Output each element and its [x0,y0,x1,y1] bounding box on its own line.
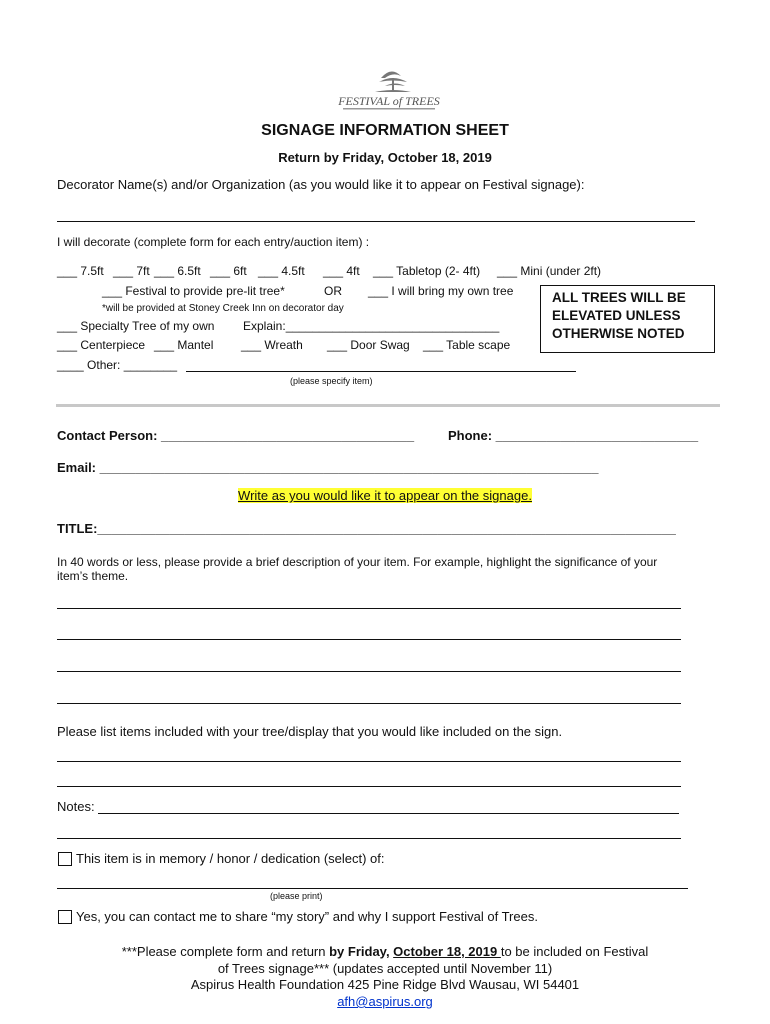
email-field[interactable]: Email: _____________________________________________________________________ [57,460,599,475]
option-door-swag[interactable]: ___ Door Swag [327,338,410,352]
festival-of-trees-logo [335,64,443,112]
other-item-line[interactable] [186,371,576,372]
description-line-1[interactable] [57,608,681,609]
footer-address: Aspirus Health Foundation 425 Pine Ridge Blvd Wausau, WI 54401 [190,977,580,992]
option-table-scape[interactable]: ___ Table scape [423,338,511,352]
description-prompt-1: In 40 words or less, please provide a brief description of your item. For example, highlight the significance of your [57,555,658,569]
footer-line-2: of Trees signage*** (updates accepted until November 11) [217,961,553,976]
explain-field[interactable]: Explain:________________________________ [243,319,500,333]
decorator-name-line[interactable] [57,221,695,222]
title-field[interactable]: TITLE:________________________________________________________________________________ [57,521,676,536]
footer-part-4: to be included on Festival [500,944,649,959]
signage-instruction-wrap [0,488,770,503]
option-prelit-tree[interactable]: ___ Festival to provide pre-lit tree* [102,284,285,298]
notes-label: Notes: [57,799,95,814]
option-own-tree[interactable]: ___ I will bring my own tree [368,284,514,298]
please-print-hint: (please print) [270,891,323,901]
option-4-5ft[interactable]: ___ 4.5ft [258,264,305,278]
items-prompt: Please list items included with your tree/display that you would like included on the sign. [57,724,563,739]
notice-line-3: OTHERWISE NOTED [552,326,685,341]
description-line-2[interactable] [57,639,681,640]
option-7-5ft[interactable]: ___ 7.5ft [57,264,104,278]
option-tabletop[interactable]: ___ Tabletop (2- 4ft) [373,264,481,278]
section-divider [56,404,720,407]
option-wreath[interactable]: ___ Wreath [241,338,303,352]
memory-checkbox[interactable] [58,852,72,866]
footer-part-1: ***Please complete form and return [121,944,330,959]
or-label: OR [324,284,342,298]
story-label: Yes, you can contact me to share “my story” and why I support Festival of Trees. [76,909,538,924]
story-checkbox[interactable] [58,910,72,924]
return-deadline: Return by Friday, October 18, 2019 [278,150,492,165]
description-line-3[interactable] [57,671,681,672]
footer-email-wrap [0,994,770,1009]
option-centerpiece[interactable]: ___ Centerpiece [57,338,146,352]
memory-name-line[interactable] [57,888,688,889]
notice-line-1: ALL TREES WILL BE [552,290,686,305]
decorator-label: Decorator Name(s) and/or Organization (as you would like it to appear on Festival signage): [57,177,585,192]
signage-instruction: Write as you would like it to appear on the signage. [238,488,532,503]
option-mantel[interactable]: ___ Mantel [154,338,214,352]
logo-text: FESTIVAL of TREES [338,94,440,108]
notice-line-2: ELEVATED UNLESS [552,308,681,323]
option-other[interactable]: ____ Other: ________ [57,358,178,372]
items-line-2[interactable] [57,786,681,787]
memory-label: This item is in memory / honor / dedication (select) of: [76,851,385,866]
page-title: SIGNAGE INFORMATION SHEET [261,122,509,139]
footer-email-link[interactable]: afh@aspirus.org [337,994,433,1009]
footer-line-1 [0,944,770,959]
option-6ft[interactable]: ___ 6ft [210,264,247,278]
description-line-4[interactable] [57,703,681,704]
option-6-5ft[interactable]: ___ 6.5ft [154,264,201,278]
phone-field[interactable]: Phone: ____________________________ [448,428,699,443]
footer-part-2: by Friday, [329,944,394,959]
description-prompt-2: item’s theme. [57,569,129,583]
notes-line-2[interactable] [57,838,681,839]
specify-hint: (please specify item) [290,376,373,386]
option-7ft[interactable]: ___ 7ft [113,264,150,278]
option-4ft[interactable]: ___ 4ft [323,264,360,278]
elevated-notice-box [540,285,715,353]
option-specialty-tree[interactable]: ___ Specialty Tree of my own [57,319,215,333]
decorate-intro: I will decorate (complete form for each entry/auction item) : [57,235,370,249]
option-mini[interactable]: ___ Mini (under 2ft) [497,264,602,278]
contact-person-field[interactable]: Contact Person: ___________________________________ [57,428,415,443]
notes-line-1[interactable] [98,813,679,814]
items-line-1[interactable] [57,761,681,762]
footer-deadline: October 18, 2019 [393,944,501,959]
prelit-footnote: *will be provided at Stoney Creek Inn on decorator day [102,303,344,314]
